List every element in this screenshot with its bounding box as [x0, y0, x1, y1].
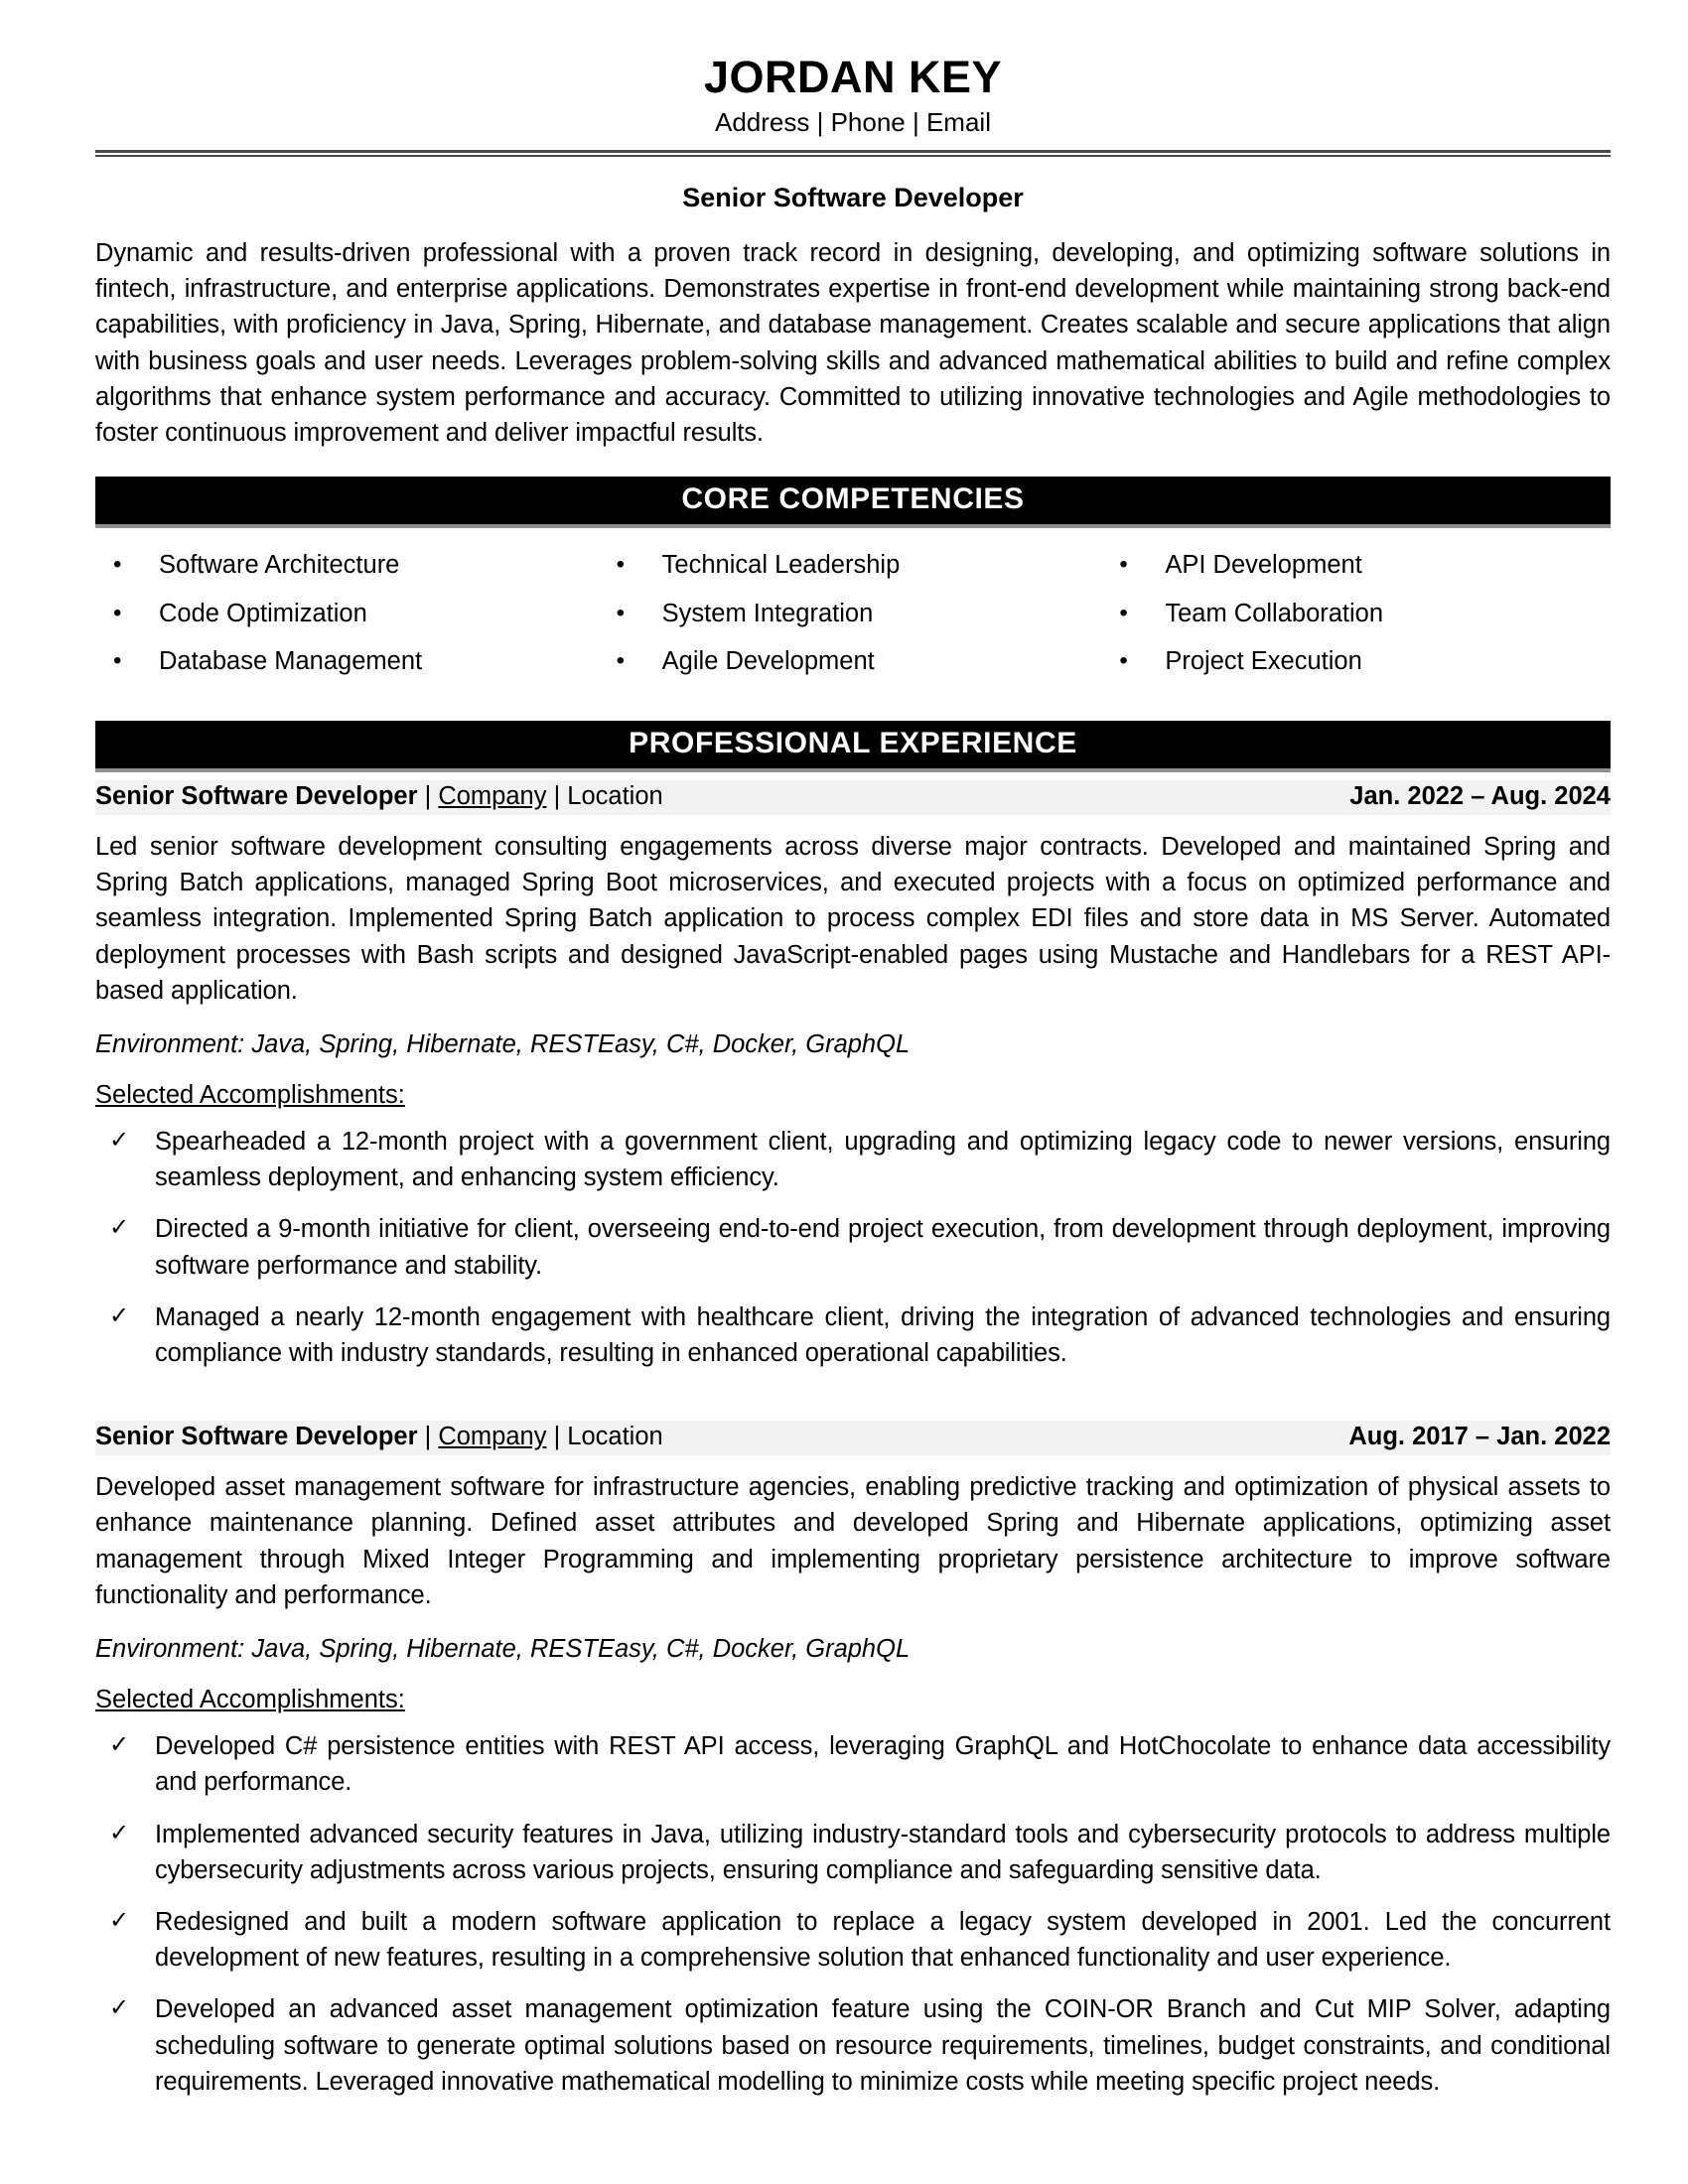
job-location: Location	[567, 1423, 663, 1451]
separator: |	[424, 1423, 439, 1451]
bullet-icon: •	[616, 551, 626, 579]
bullet-icon: •	[616, 599, 626, 626]
job-location: Location	[567, 782, 663, 811]
core-competencies-grid	[95, 550, 1611, 695]
competency-label: Code Optimization	[159, 599, 367, 627]
list-item	[101, 599, 605, 629]
list-item	[95, 1211, 1611, 1283]
accomplishment-text: Implemented advanced security features in Java, utilizing industry-standard tools and cybersecurity protocols to address multiple cybersecurity adjustments across various projects, ensuring compliance and safeguarding sensitive data.	[155, 1820, 1611, 1884]
section-header-core-competencies: CORE COMPETENCIES	[95, 477, 1611, 528]
list-item	[1107, 550, 1611, 581]
separator: |	[424, 782, 439, 811]
accomplishment-text: Directed a 9-month initiative for client, overseeing end-to-end project execution, from development through deployment, improving software performance and stability.	[155, 1215, 1611, 1280]
job-environment: Environment: Java, Spring, Hibernate, RESTEasy, C#, Docker, GraphQL	[95, 1030, 911, 1059]
competency-label: Team Collaboration	[1165, 599, 1384, 627]
job-title-company-location	[95, 1423, 663, 1451]
bullet-icon: •	[1119, 599, 1128, 626]
job-header	[95, 780, 1611, 815]
experience-entry-1	[95, 780, 1611, 1371]
job-header	[95, 1421, 1611, 1455]
list-item	[101, 646, 605, 677]
competency-column-1	[101, 550, 605, 695]
check-icon: ✓	[109, 1906, 130, 1934]
competency-label: Technical Leadership	[661, 551, 901, 580]
accomplishments-list	[95, 1124, 1611, 1371]
page-title: JORDAN KEY	[703, 52, 1003, 102]
list-item	[605, 599, 1108, 629]
job-dates: Jan. 2022 – Aug. 2024	[1349, 782, 1611, 811]
bullet-icon: •	[1119, 551, 1128, 579]
list-item	[95, 1817, 1611, 1888]
accomplishment-text: Spearheaded a 12-month project with a government client, upgrading and optimizing legacy code to newer versions, ensuring seamless deployment, and enhancing system efficiency.	[155, 1128, 1611, 1192]
list-item	[95, 1124, 1611, 1195]
accomplishments-label: Selected Accomplishments:	[95, 1686, 405, 1714]
accomplishment-text: Redesigned and built a modern software application to replace a legacy system developed in 2001. Led the concurrent development of new features, resulting in a comprehensive solution that enhanced functionality and user experience.	[155, 1907, 1611, 1973]
list-item	[101, 550, 605, 581]
professional-summary: Dynamic and results-driven professional with a proven track record in designing, developing, and optimizing software solutions in fintech, infrastructure, and enterprise applications. Demonstrates expertise in front-end development while maintaining strong back-end capabilities, with proficiency in Java, Spring, Hibernate, and database management. Creates scalable and secure applications that align with business goals and user needs. Leverages problem-solving skills and advanced mathematical abilities to build and refine complex algorithms that enhance system performance and accuracy. Committed to utilizing innovative technologies and Agile methodologies to foster continuous improvement and deliver impactful results.	[95, 239, 1611, 448]
competency-label: Software Architecture	[159, 551, 400, 580]
check-icon: ✓	[109, 1819, 130, 1846]
bullet-icon: •	[113, 647, 122, 675]
check-icon: ✓	[109, 1731, 130, 1759]
headline: Senior Software Developer	[682, 183, 1024, 213]
list-item	[95, 1728, 1611, 1800]
job-role: Senior Software Developer	[95, 782, 418, 811]
job-environment: Environment: Java, Spring, Hibernate, RESTEasy, C#, Docker, GraphQL	[95, 1635, 911, 1664]
job-description: Developed asset management software for infrastructure agencies, enabling predictive tracking and optimization of physical assets to enhance maintenance planning. Defined asset attributes and developed Spring and Hibernate applications, optimizing asset management through Mixed Integer Programming and implementing proprietary persistence architecture to improve software functionality and performance.	[95, 1473, 1611, 1609]
job-company-link[interactable]: Company	[438, 1423, 547, 1451]
competency-label: API Development	[1165, 551, 1362, 580]
check-icon: ✓	[109, 1301, 130, 1329]
bullet-icon: •	[113, 599, 122, 626]
list-item	[95, 1991, 1611, 2100]
accomplishment-text: Developed an advanced asset management optimization feature using the COIN-OR Branch and Cut MIP Solver, adapting scheduling software to generate optimal solutions based on resource requirements, timelines, budget constraints, and conditional requirements. Leveraged innovative mathematical modelling to minimize costs while meeting specific project needs.	[155, 1995, 1611, 2096]
list-item	[1107, 646, 1611, 677]
list-item	[605, 646, 1108, 677]
job-company-link[interactable]: Company	[438, 782, 547, 811]
check-icon: ✓	[109, 1994, 130, 2022]
header-divider	[95, 150, 1611, 157]
list-item	[95, 1904, 1611, 1976]
list-item	[605, 550, 1108, 581]
accomplishment-text: Developed C# persistence entities with REST API access, leveraging GraphQL and HotChocolate to enhance data accessibility and performance.	[155, 1732, 1611, 1797]
check-icon: ✓	[109, 1127, 130, 1155]
accomplishments-list	[95, 1728, 1611, 2100]
competency-label: System Integration	[661, 599, 874, 627]
competency-column-3	[1107, 550, 1611, 695]
bullet-icon: •	[113, 551, 122, 579]
accomplishment-text: Managed a nearly 12-month engagement with healthcare client, driving the integration of advanced technologies and ensuring compliance with industry standards, resulting in enhanced operational capabilities.	[155, 1302, 1611, 1368]
competency-label: Project Execution	[1165, 647, 1362, 676]
competency-label: Agile Development	[661, 647, 875, 676]
job-role: Senior Software Developer	[95, 1423, 418, 1451]
section-header-professional-experience: PROFESSIONAL EXPERIENCE	[95, 721, 1611, 772]
spacer	[95, 1387, 1611, 1413]
contact-line: Address | Phone | Email	[715, 107, 991, 138]
experience-entry-2	[95, 1421, 1611, 2100]
job-dates: Aug. 2017 – Jan. 2022	[1348, 1423, 1611, 1451]
competency-label: Database Management	[159, 647, 423, 676]
list-item	[1107, 599, 1611, 629]
check-icon: ✓	[109, 1214, 130, 1242]
job-title-company-location	[95, 782, 663, 811]
bullet-icon: •	[1119, 647, 1128, 675]
competency-column-2	[605, 550, 1108, 695]
separator: |	[553, 782, 568, 811]
accomplishments-label: Selected Accomplishments:	[95, 1081, 405, 1110]
job-description: Led senior software development consulting engagements across diverse major contracts. Developed and maintained Spring and Spring Batch applications, managed Spring Boot microservices, and executed projects with a focus on optimized performance and seamless integration. Implemented Spring Batch application to process complex EDI files and store data in MS Server. Automated deployment processes with Bash scripts and designed JavaScript-enabled pages using Mustache and Handlebars for a REST API-based application.	[95, 833, 1611, 1005]
bullet-icon: •	[616, 647, 626, 675]
separator: |	[553, 1423, 568, 1451]
list-item	[95, 1299, 1611, 1371]
